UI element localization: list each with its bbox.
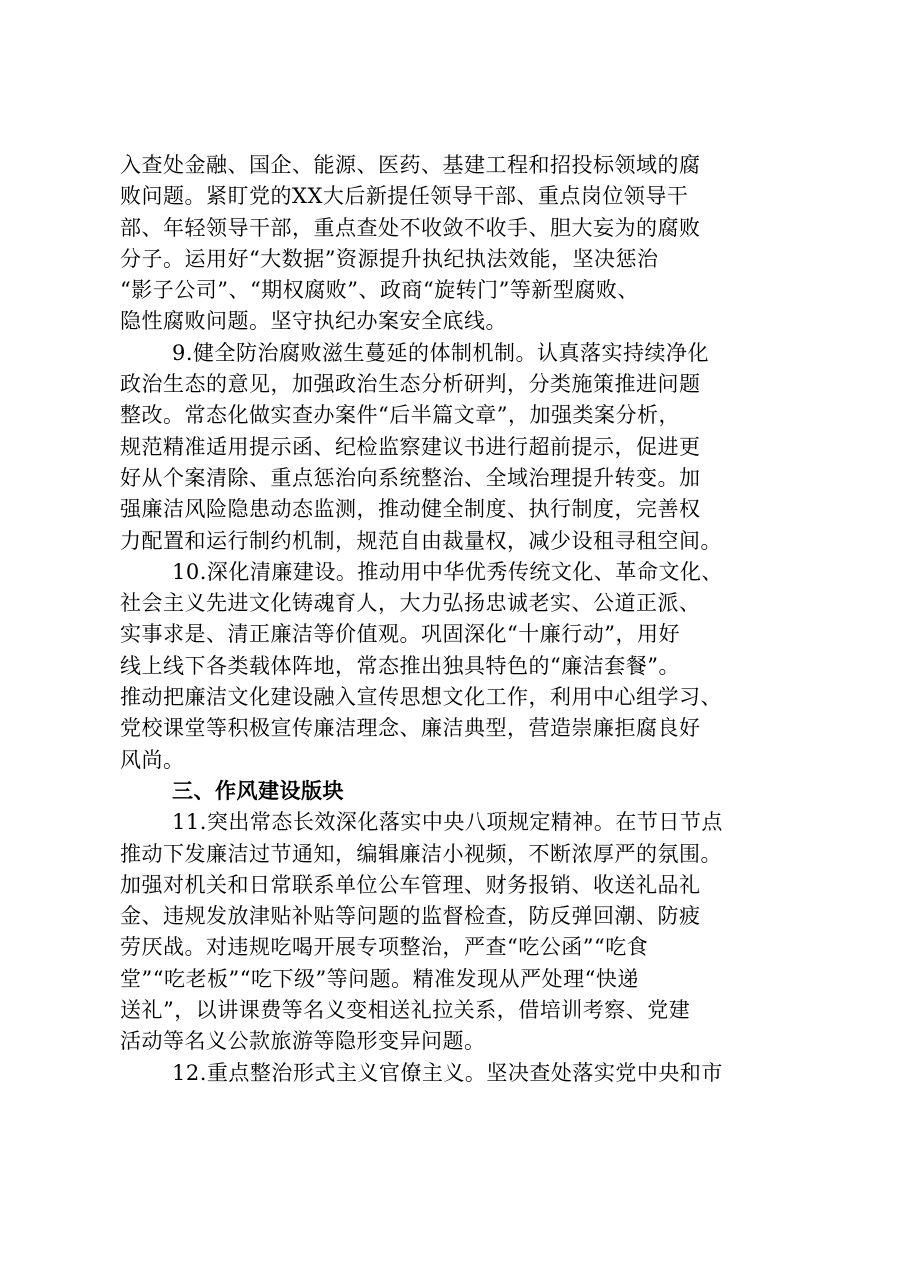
text-line: 政治生态的意见，加强政治生态分析研判，分类施策推进问题	[120, 372, 701, 397]
text-line: 推动下发廉洁过节通知，编辑廉洁小视频，不断浓厚严的氛围。	[120, 841, 722, 866]
document-body	[120, 150, 800, 1089]
text-line: 入查处金融、国企、能源、医药、基建工程和招投标领域的腐	[120, 153, 701, 177]
text-line: 加强对机关和日常联系单位公车管理、财务报销、收送礼品礼	[120, 872, 701, 897]
text-line: “影子公司”、“期权腐败”、政商“旋转门”等新型腐败、	[120, 278, 639, 303]
text-line: 金、违规发放津贴补贴等问题的监督检查，防反弹回潮、防疲	[120, 904, 701, 929]
paragraph-9-start: 9.健全防治腐败滋生蔓延的体制机制。认真落实持续净化	[172, 340, 710, 365]
paragraph-10-start: 10.深化清廉建设。推动用中华优秀传统文化、革命文化、	[172, 559, 723, 584]
text-line: 败问题。紧盯党的XX大后新提任领导干部、重点岗位领导干	[120, 184, 689, 209]
text-line: 力配置和运行制约机制，规范自由裁量权，减少设租寻租空间。	[120, 528, 722, 553]
text-line: 部、年轻领导干部，重点查处不收敛不收手、胆大妄为的腐败	[120, 215, 701, 240]
section-heading: 三、作风建设版块	[172, 778, 344, 803]
text-line: 分子。运用好“大数据”资源提升执纪执法效能，坚决惩治	[120, 246, 659, 271]
text-line: 送礼”，以讲课费等名义变相送礼拉关系，借培训考察、党建	[120, 998, 691, 1023]
text-line: 社会主义先进文化铸魂育人，大力弘扬忠诚老实、公道正派、	[120, 591, 701, 616]
text-line: 规范精准适用提示函、纪检监察建议书进行超前提示，促进更	[120, 434, 701, 459]
text-line: 整改。常态化做实查办案件“后半篇文章”，加强类案分析，	[120, 403, 680, 428]
paragraph-12-start: 12.重点整治形式主义官僚主义。坚决查处落实党中央和市	[172, 1060, 723, 1085]
text-line: 党校课堂等积极宣传廉洁理念、廉洁典型，营造崇廉拒腐良好	[120, 716, 701, 741]
text-line: 推动把廉洁文化建设融入宣传思想文化工作，利用中心组学习、	[120, 685, 722, 710]
text-line: 强廉洁风险隐患动态监测，推动健全制度、执行制度，完善权	[120, 497, 701, 522]
text-line: 线上线下各类载体阵地，常态推出独具特色的“廉洁套餐”。	[120, 653, 680, 678]
text-line: 好从个案清除、重点惩治向系统整治、全域治理提升转变。加	[120, 465, 701, 490]
text-line: 劳厌战。对违规吃喝开展专项整治，严查“吃公函”“吃食	[120, 935, 649, 960]
paragraph-11-start: 11.突出常态长效深化落实中央八项规定精神。在节日节点	[172, 810, 723, 835]
text-line: 堂”“吃老板”“吃下级”等问题。精准发现从严处理“快递	[120, 966, 639, 991]
text-line: 活动等名义公款旅游等隐形变异问题。	[120, 1029, 486, 1054]
text-line: 实事求是、清正廉洁等价值观。巩固深化“十廉行动”，用好	[120, 622, 680, 647]
text-line: 隐性腐败问题。坚守执纪办案安全底线。	[120, 309, 507, 334]
text-line: 风尚。	[120, 747, 185, 772]
